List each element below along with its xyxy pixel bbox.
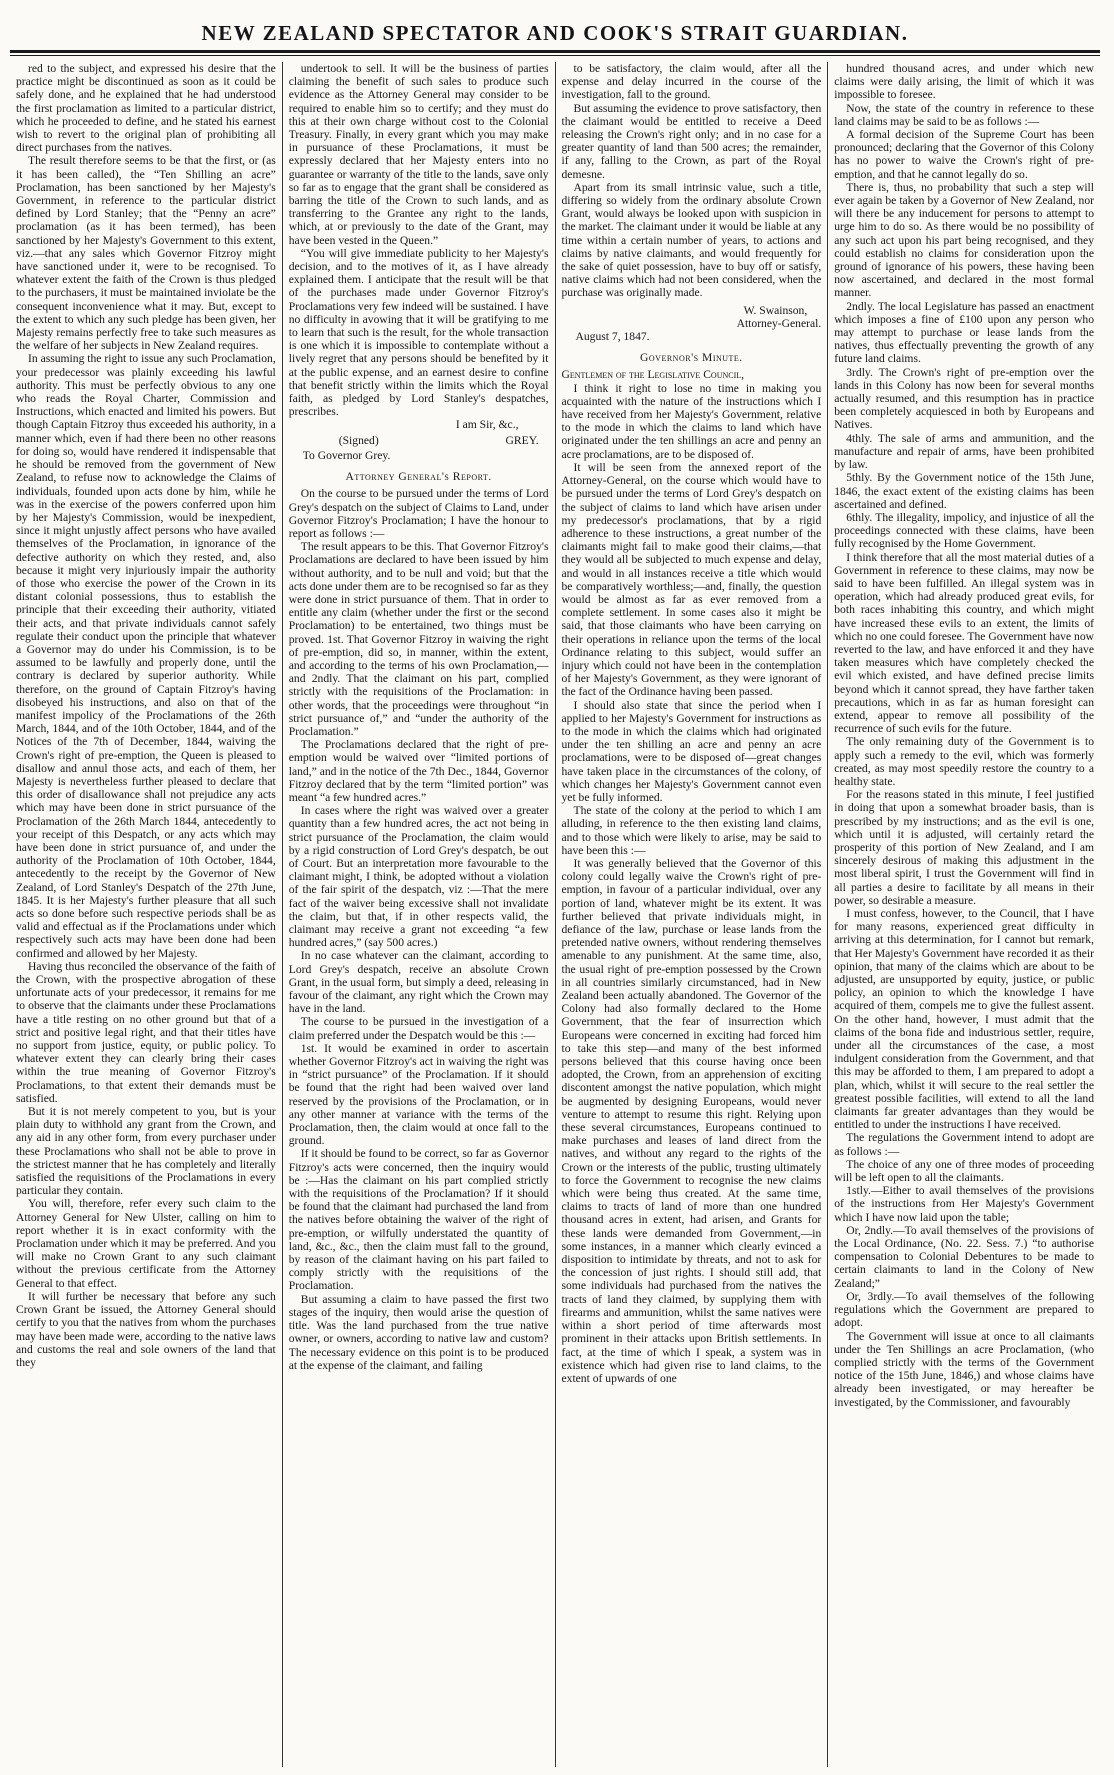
governors-minute-heading: Governor's Minute. bbox=[640, 351, 743, 365]
despatch-signer: GREY. bbox=[505, 433, 539, 447]
paragraph: 1stly.—Either to avail themselves of the provisions of the instructions from Her Majesty's Government which I have now laid upon the table; bbox=[834, 1184, 1094, 1224]
report-signer-title: Attorney-General. bbox=[736, 316, 822, 330]
despatch-recipient: To Governor Grey. bbox=[302, 448, 391, 462]
paragraph: Apart from its small intrinsic value, such a title, differing so widely from the ordinary absolute Crown Grant, would always be looked upon with suspicion in the market. The claimant under it would be liable at any time within a certain number of years, to actions and claims by native claimants, and would frequently for the sake of quiet possession, have to buy off or satisfy, native claims which had not been considered, when the purchase was originally made. bbox=[561, 180, 822, 300]
paragraph: 4thly. The sale of arms and ammunition, and the manufacture and repair of arms, have been prohibited by law. bbox=[834, 431, 1094, 472]
paragraph: The course to be pursued in the investigation of a claim preferred under the Despatch would be this :— bbox=[288, 1015, 549, 1042]
paragraph: The choice of any one of three modes of proceeding will be left open to all the claimants. bbox=[834, 1157, 1094, 1185]
paragraph: But it is not merely competent to you, but is your plain duty to withhold any grant from the Crown, and any aid in any other form, from every purchaser under these Proclamations who shall not be able to prove in the strictest manner that he has completely and literally satisfied the requisitions of the Proclamations in every particular they contain. bbox=[16, 1105, 276, 1198]
paragraph: 5thly. By the Government notice of the 15th June, 1846, the exact extent of the existing claims has been ascertained and defined. bbox=[834, 471, 1094, 511]
paragraph: It was generally believed that the Governor of this colony could legally waive the Crown's right of pre-emption, in favour of a particular individual, over any portion of land, whatever might be its extent. It was further believed that private individuals might, in defiance of the law, purchase or lease lands from the pretended native owners, without rendering themselves amenable to any punishment. At the same time, also, the usual right of pre-emption possessed by the Crown in all countries similarly circumstanced, had in New Zealand been actually abandoned. The Governor of the Colony had also formally declared to the Home Government, that the fear of insurrection which Europeans were concerned in exciting had forced him to take this step—and many of the best informed persons believed that this course having once been adopted, the Crown, from an apprehension of exciting discontent amongst the native population, which might be augmented by designing Europeans, would never venture to attempt to resume this right. Relying upon these several circumstances, Europeans continued to make purchases and leases of land direct from the natives, and without any regard to the rights of the Crown or the interests of the public, trusting ultimately to force the Government to recognise the new claims which were being thus created. At the same time, claims to tracts of land of more than one hundred thousand acres in extent, had arisen, and Grants for these lands were demanded from Government,—in some instances, in a manner which clearly evinced a disposition to intimidate by threats, and not to ask for the concession of just rights. I should still add, that some individuals had purchased from the natives the tracts of land they claimed, by supplying them with firearms and ammunition, whilst the same natives were within a short period of time afterwards most prominent in their attacks upon British settlements. In fact, at the time of which I speak, a system was in existence which had given rise to land claims, to the extent of upwards of one bbox=[561, 856, 822, 1385]
paragraph: But assuming a claim to have passed the first two stages of the inquiry, then would arise the question of title. Was the land purchased from the true native owner, or owners, according to native law and custom? The necessary evidence on this point is to be produced at the expense of the claimant, and failing bbox=[288, 1292, 549, 1372]
paragraph: The state of the colony at the period to which I am alluding, in reference to the then existing land claims, and to those which were likely to arise, may be said to have been this :— bbox=[561, 804, 822, 857]
paragraph: There is, thus, no probability that such a step will ever again be taken by a Governor of New Zealand, nor will there be any inducement for persons to attempt to urge him to do so. As there would be no possibility of any such act upon his part being recognised, and they could establish no claims for consideration upon the ground of ignorance of his powers, these having been now ascertained, and declared in the most formal manner. bbox=[834, 180, 1094, 300]
paragraph: 3rdly. The Crown's right of pre-emption over the lands in this Colony has now been for several months actually resumed, and this resumption has in practice been completely acquiesced in both by Europeans and Natives. bbox=[834, 365, 1094, 432]
paragraph: “You will give immediate publicity to her Majesty's decision, and to the motives of it, as I have already explained them. I anticipate that the result will be that of the purchases made under Governor Fitzroy's Proclamations very few indeed will be sustained. I have no difficulty in avowing that it will be gratifying to me to learn that such is the result, for the whole transaction is one which it is impossible to contemplate without a lively regret that any persons should be benefited by it at the public expense, and an earnest desire to confine that benefit strictly within the limits which the Royal faith, as pledged by Lord Stanley's despatches, prescribes. bbox=[288, 246, 549, 419]
report-continuation bbox=[562, 62, 822, 300]
minute-salutation: Gentlemen of the Legislative Council, bbox=[561, 368, 745, 382]
paragraph: hundred thousand acres, and under which new claims were daily arising, the limit of which it was impossible to foresee. bbox=[834, 62, 1094, 102]
attorney-general-report bbox=[289, 487, 549, 1372]
paragraph: 6thly. The illegality, impolicy, and injustice of all the proceedings connected with these claims, have been fully recognised by the Home Government. bbox=[834, 510, 1094, 551]
column-1 bbox=[10, 62, 282, 1767]
paragraph: On the course to be pursued under the terms of Lord Grey's despatch on the subject of Claims to Land, under Governor Fitzroy's Proclamation; I have the honour to report as follows :— bbox=[288, 487, 549, 540]
governors-minute bbox=[562, 382, 822, 1385]
despatch-close: I am Sir, &c., bbox=[455, 418, 519, 432]
paragraph: red to the subject, and expressed his desire that the practice might be discontinued as soon as it could be safely done, and he explained that he had understood the first proclamation as limited to a particular district, which he proceeded to define, and he stated his earnest wish to revert to the original plan of prohibiting all direct purchases from the natives. bbox=[16, 62, 276, 155]
paragraph: The Government will issue at once to all claimants under the Ten Shillings an acre Proclamation, (who complied strictly with the terms of the Government notice of the 15th June, 1846,) and whose claims have already been investigated, or may hereafter be investigated, by the Commissioner, and favourably bbox=[834, 1329, 1094, 1409]
report-signer: W. Swainson, bbox=[743, 303, 808, 317]
paragraph: I think therefore that all the most material duties of a Government in reference to these claims, may now be said to have been fulfilled. An illegal system was in operation, which had already produced great evils, for both races inhabiting this country, and which might have increased these evils to an extent, the limits of which no one could foresee. The Government have now reverted to the law, and have enforced it and they have taken measures which have completely checked the evil which existed, and have defined precise limits beyond which it cannot spread, they have farther taken precautions, which in as far as human foresight can extend, appear to remove all possibility of the recurrence of such evils for the future. bbox=[834, 550, 1094, 736]
masthead: NEW ZEALAND SPECTATOR AND COOK'S STRAIT GUARDIAN. bbox=[201, 21, 909, 45]
paragraph: The result therefore seems to be that the first, or (as it has been called), the “Ten Shilling an acre” Proclamation, has been sanctioned by her Majesty's Government, in reference to the particular district defined by Lord Stanley; that the “Penny an acre” proclamation (as it has been termed), has been sanctioned by her Majesty's Government to this extent, viz.—that any sales which Governor Fitzroy might have sanctioned under it, were to be recognised. To whatever extent the faith of the Crown is thus pledged to the purchasers, it must be maintained inviolate be the consequent inconvenience what it may. But, except to the extent to which any such pledge has been given, her Majesty remains perfectly free to take such measures as the welfare of her subjects in New Zealand requires. bbox=[16, 154, 276, 353]
paragraph: 1st. It would be examined in order to ascertain whether Governor Fitzroy's act in waiving the right was in “strict pursuance” of the Proclamation. If it should be found that the right had been waived over land reserved by the provisions of the Proclamation, or in any other manner at variance with the terms of the Proclamation, then, the claim would at once fall to the ground. bbox=[288, 1041, 549, 1148]
column-3 bbox=[555, 62, 828, 1767]
masthead-rule-thin bbox=[10, 55, 1100, 56]
paragraph: undertook to sell. It will be the business of parties claiming the benefit of such sales to produce such evidence as the Attorney General may consider to be required to enable him so to certify; and they must do this at their own charge without cost to the Colonial Treasury. Finally, in every grant which you may make in pursuance of these Proclamations, it must be expressly declared that her Majesty enters into no guarantee or warranty of the title to the lands, save only so far as to engage that the grant shall be considered as barring the title of the Crown to such lands, and as transferring to the Grantee any right to the lands, which, at or previously to the date of the Grant, may have been vested in the Queen.” bbox=[288, 62, 549, 247]
paragraph: It will further be necessary that before any such Crown Grant be issued, the Attorney General should certify to you that the natives from whom the purchases may have been made were, according to the native laws and customs the real and sole owners of the land that they bbox=[16, 1289, 276, 1369]
paragraph: You will, therefore, refer every such claim to the Attorney General for New Ulster, calling on him to report whether it is in exact conformity with the Proclamation under which it may be preferred. And you will make no Crown Grant to any such claimant without the previous certificate from the Attorney General to that effect. bbox=[16, 1197, 276, 1290]
report-date: August 7, 1847. bbox=[575, 330, 650, 344]
column-4 bbox=[827, 62, 1100, 1767]
paragraph: Or, 3rdly.—To avail themselves of the following regulations which the Government are prepared to adopt. bbox=[834, 1289, 1094, 1330]
column-2 bbox=[282, 62, 555, 1767]
paragraph: In assuming the right to issue any such Proclamation, your predecessor was plainly exceeding his lawful authority. This must be perfectly obvious to any one who reads the Royal Charter, Commission and Instructions, which enacted and limited his powers. But though Captain Fitzroy thus exceeded his authority, in a manner which, even if had there been no other reasons for doing so, would have rendered it indispensable that he should be removed from the government of New Zealand, to refuse now to acknowledge the Claims of individuals, founded upon acts done by him, while he was in the exercise of the powers conferred upon him by her Majesty's Commission, would be inexpedient, since it might unjustly affect persons who have availed themselves of the Proclamation, in ignorance of the defective authority on which they rested, and, also because it might very injuriously impair the authority of those who exercise the power of the Crown in its distant colonial possessions, thus to establish the principle that their exceeding their authority, vitiated their acts, and that private individuals cannot safely regulate their conduct upon the principle that whatever a Governor may do under his Commission, is to be assumed to be lawfully and properly done, until the contrary is declared by superior authority. While therefore, on the ground of Captain Fitzroy's having disobeyed his instructions, and also on that of the manifest impolicy of the Proclamations of the 26th March, 1844, and of the 10th October, 1844, and of the Notices of the 7th of December, 1844, waiving the Crown's right of pre-emption, the Queen is pleased to disallow and annul those acts, and each of them, her Majesty is nevertheless further pleased to declare that this order of disallowance shall not prejudice any acts which may have been done in strict pursuance of the Proclamation of the 26th March 1844, antecedently to your receipt of this Despatch, or any acts which may have been done in strict pursuance of, and under the authority of the Proclamation of 10th October, 1844, antecedently to the receipt by the Governor of New Zealand, of Lord Stanley's Despatch of the 27th June, 1845. It is her Majesty's further pleasure that all such acts so done before such respective periods shall be as valid and effectual as if the Proclamations under which respectively such acts may have been done had been confirmed and allowed by her Majesty. bbox=[16, 352, 276, 960]
masthead-rule-thick bbox=[10, 50, 1100, 53]
paragraph: Now, the state of the country in reference to these land claims may be said to be as follows :— bbox=[834, 101, 1094, 128]
paragraph: to be satisfactory, the claim would, after all the expense and delay incurred in the course of the investigation, fall to the ground. bbox=[561, 62, 822, 102]
paragraph: A formal decision of the Supreme Court has been pronounced; declaring that the Governor of this Colony has no power to waive the Crown's right of pre-emption, and that he cannot legally do so. bbox=[834, 128, 1094, 181]
paragraph: The Proclamations declared that the right of pre-emption would be waived over “limited portions of land,” and in the notice of the 7th Dec., 1844, Governor Fitzroy declared that by the term “limited portion” was meant “a few hundred acres.” bbox=[288, 738, 549, 804]
paragraph: The only remaining duty of the Government is to apply such a remedy to the evil, which was formerly created, as may most speedily restore the country to a healthy state. bbox=[834, 735, 1094, 788]
paragraph: The result appears to be this. That Governor Fitzroy's Proclamations are declared to have been issued by him without authority, and to be null and void; but that the acts done under them are to be recognised so far as they were done in strict pursuance of them. That in order to entitle any claim (whether under the first or the second Proclamation) to be entertained, two things must be proved. 1st. That Governor Fitzroy in waiving the right of pre-emption, did so, in manner, within the extent, and according to the terms of his own Proclamation,—and 2ndly. That the claimant on his part, complied strictly with the requisitions of the Proclamation: in other words, that the proceedings were throughout “in strict pursuance of,” and “under the authority of the Proclamation.” bbox=[288, 540, 549, 738]
paragraph: It will be seen from the annexed report of the Attorney-General, on the course which would have to be pursued under the terms of Lord Grey's despatch on the subject of claims to land which have arisen under my predecessor's proclamations, that by a rigid adherence to these instructions, a great number of the claimants might fail to make good their claims,—that they would all be subjected to much expense and delay, and would in all instances receive a title which would be comparatively worthless;—and, finally, the question would be almost as far as ever removed from a complete settlement. In some cases also it might be said, that those claimants who have been carrying on their operations in reliance upon the terms of the local Ordinance relating to this subject, would suffer an injury which could not have been in the contemplation of her Majesty's Government, as they were ignorant of the fact of the Ordinance having been passed. bbox=[561, 460, 822, 699]
paragraph: I think it right to lose no time in making you acquainted with the nature of the instructions which I have received from her Majesty's Government, relative to the mode in which the claims to land which have originated under the ten shillings an acre and penny an acre proclamations, are to be disposed of. bbox=[561, 381, 822, 461]
paragraph: If it should be found to be correct, so far as Governor Fitzroy's acts were concerned, then the inquiry would be :—Has the claimant on his part complied strictly with the requisitions of the Proclamation? If it should be found that the claimant had purchased the land from the natives before obtaining the waiver of the right of pre-emption, or wilfully understated the quantity of land, &c., &c., then the claim must fall to the ground, by reason of the claimant having on his part failed to comply strictly with the requisitions of the Proclamation. bbox=[288, 1147, 549, 1293]
paragraph: In cases where the right was waived over a greater quantity than a few hundred acres, the act not being in strict pursuance of the Proclamation, the claim would by a rigid construction of Lord Grey's despatch, be out of Court. But an interpretation more favourable to the claimant might, I think, be adopted without a violation of the fair spirit of the despatch, viz :—That the mere fact of the waiver being excessive shall not invalidate the claim, but that, if in other respects valid, the claimant may receive a grant not exceeding “a few hundred acres,” (say 500 acres.) bbox=[288, 804, 549, 950]
attorney-general-report-heading: Attorney General's Report. bbox=[345, 470, 492, 484]
despatch-signature bbox=[289, 434, 549, 447]
paragraph: But assuming the evidence to prove satisfactory, then the claimant would be entitled to receive a Deed releasing the Crown's right only; and in no case for a greater quantity of land than 500 acres; the remainder, if any, falling to the Crown, as part of the Royal demesne. bbox=[561, 101, 822, 181]
paragraph: The regulations the Government intend to adopt are as follows :— bbox=[834, 1131, 1094, 1158]
despatch-signed: (Signed) bbox=[338, 433, 379, 447]
paragraph: Or, 2ndly.—To avail themselves of the provisions of the Local Ordinance, (No. 22. Sess. 7.) “to authorise compensation to Colonial Debentures to be made to certain claimants to land in the Colony of New Zealand;” bbox=[834, 1223, 1094, 1290]
article-columns bbox=[10, 62, 1100, 1767]
despatch-continuation bbox=[289, 62, 549, 418]
paragraph: For the reasons stated in this minute, I feel justified in doing that upon a somewhat broader basis, than is prescribed by my instructions; and as the evil is one, which until it is adjusted, will certainly retard the prosperity of this portion of New Zealand, and I am sincerely desirous of making this adjustment in the most liberal spirit, I trust the Government will find in all parties a desire to facilitate by all means in their power, so desirable a measure. bbox=[834, 788, 1094, 907]
paragraph: 2ndly. The local Legislature has passed an enactment which imposes a fine of £100 upon any person who may attempt to purchase or lease lands from the natives, thus effectually preventing the growth of any future land claims. bbox=[834, 299, 1094, 366]
paragraph: I should also state that since the period when I applied to her Majesty's Government for instructions as to the mode in which the claims which had originated under the ten shilling an acre and penny an acre proclamations, were to be disposed of—great changes have taken place in the circumstances of the colony, of which changes her Majesty's Government cannot even yet be fully informed. bbox=[561, 698, 822, 804]
paragraph: I must confess, however, to the Council, that I have for many reasons, experienced great difficulty in arriving at this determination, for I cannot but remark, that Her Majesty's Government have recorded it as their opinion, that many of the claims which are about to be adjusted, are unsupported by equity, justice, or public policy, an opinion to which the knowledge I have acquired of them, compels me to give the fullest assent. On the other hand, however, I must admit that the claims of the bona fide and industrious settler, require, under all the circumstances of the case, a most indulgent consideration from the Government, and that this may be afforded to them, I am prepared to adopt a plan, which, whilst it will secure to the real settler the greatest possible facilities, will extend to all the land claimants far greater advantages than they would be entitled to under the instructions I have received. bbox=[834, 907, 1094, 1132]
paragraph: In no case whatever can the claimant, according to Lord Grey's despatch, receive an absolute Crown Grant, in the usual form, but simply a deed, releasing in favour of the claimant, any right which the Crown may have in the land. bbox=[288, 949, 549, 1016]
paragraph: Having thus reconciled the observance of the faith of the Crown, with the prospective abrogation of these unfortunate acts of your predecessor, it remains for me to observe that the claimants under these Proclamations have a title resting on no other ground but that of a strict and positive legal right, and that their titles have no support from justice, equity, or public policy. To whatever extent they can clearly bring their cases within the true meaning of Governor Fitzroy's Proclamations, to that extent their demands must be satisfied. bbox=[16, 959, 276, 1105]
